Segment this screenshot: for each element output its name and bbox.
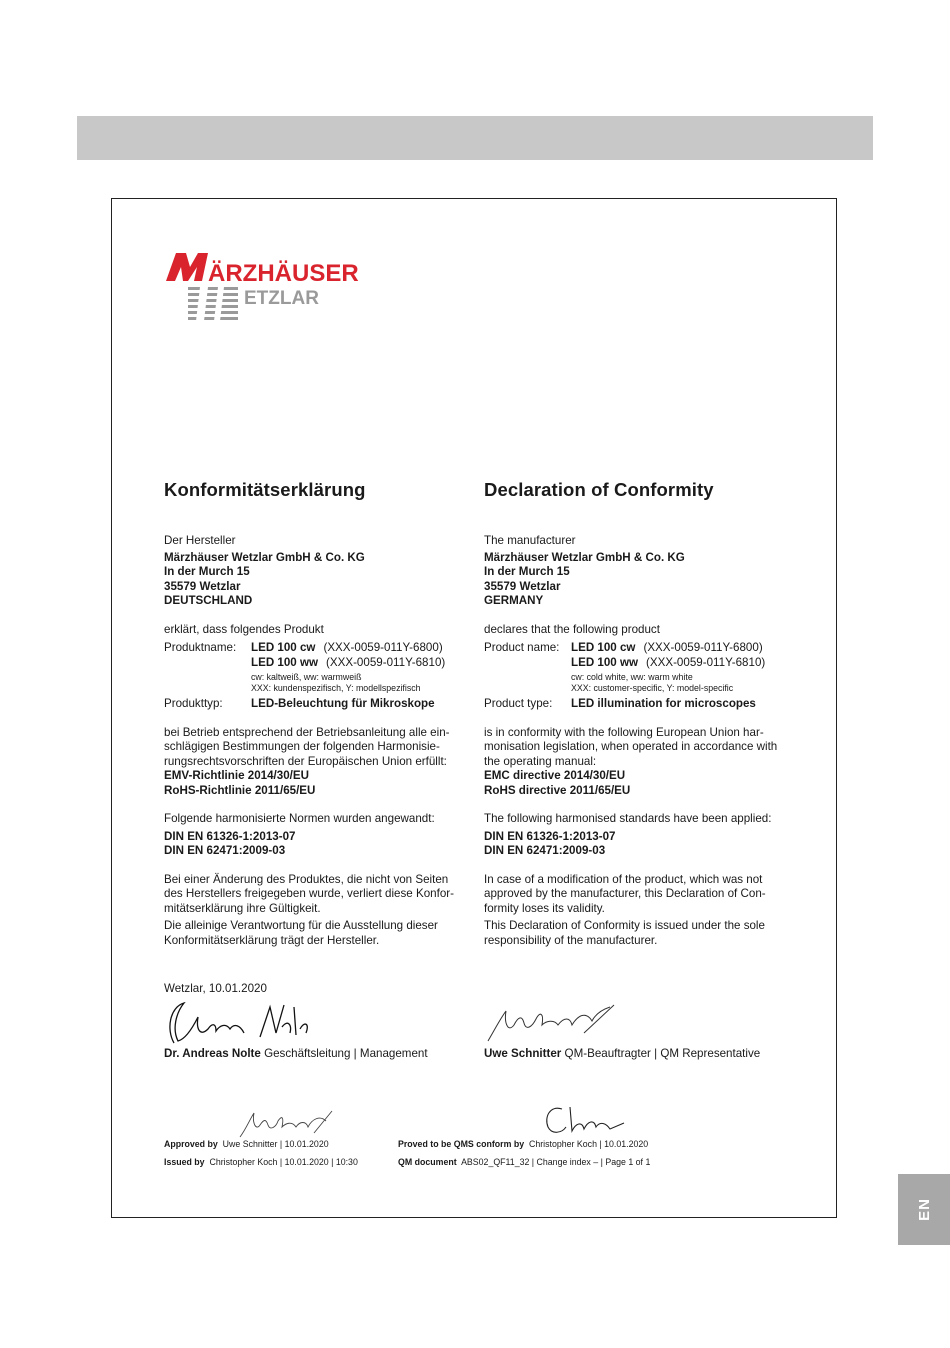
signer-role: QM-Beauftragter | QM Representative — [564, 1047, 761, 1060]
product-type-row — [164, 697, 484, 712]
signature-schnitter — [484, 1003, 624, 1045]
signer-name: Uwe Schnitter — [484, 1047, 562, 1060]
declares-text: erklärt, dass folgendes Produkt — [164, 622, 324, 636]
footer-issued: Issued by Christopher Koch | 10.01.2020 | 10:30 — [164, 1157, 358, 1167]
logo-text-top: ÄRZHÄUSER — [208, 260, 359, 287]
responsibility-text: This Declaration of Conformity is issued under the sole responsibility of the manufacturer. — [484, 919, 765, 947]
footer-qm-document: QM document ABS02_QF11_32 | Change index – | Page 1 of 1 — [398, 1157, 651, 1167]
manufacturer-label: Der Hersteller — [164, 534, 236, 547]
product-name: LED 100 cw — [571, 641, 636, 654]
product-note: cw: cold white, ww: warm white — [571, 672, 693, 682]
address-line: In der Murch 15 — [484, 565, 570, 578]
address-line: GERMANY — [484, 594, 544, 607]
product-note: XXX: customer-specific, Y: model-specific — [571, 683, 734, 693]
company-logo — [164, 251, 364, 323]
product-name: LED 100 cw — [251, 641, 316, 654]
address-line: Märzhäuser Wetzlar GmbH & Co. KG — [164, 550, 365, 564]
address-line: 35579 Wetzlar — [484, 579, 561, 593]
place-date: Wetzlar, 10.01.2020 — [164, 982, 267, 995]
conformity-text: is in conformity with the following European Union har- monisation legislation, when operated in accordance with the operating manual: — [484, 725, 778, 768]
address-line: 35579 Wetzlar — [164, 579, 241, 593]
signer-qm — [484, 1047, 760, 1060]
product-type: LED-Beleuchtung für Mikroskope — [251, 697, 435, 710]
directive: EMC directive 2014/30/EU — [484, 769, 626, 782]
language-tab[interactable] — [898, 1174, 950, 1245]
product-name: LED 100 ww — [251, 655, 319, 669]
header-bar — [77, 116, 873, 160]
directive: RoHS directive 2011/65/EU — [484, 783, 631, 797]
product-type: LED illumination for microscopes — [571, 697, 756, 710]
signature-proved — [540, 1103, 630, 1139]
signer-name: Dr. Andreas Nolte — [164, 1047, 261, 1060]
product-code: (XXX-0059-011Y-6810) — [326, 655, 446, 669]
product-type-label: Product type: — [484, 697, 553, 710]
declares-text: declares that the following product — [484, 622, 660, 636]
address-line: DEUTSCHLAND — [164, 594, 253, 607]
german-title: Konformitätserklärung — [164, 479, 366, 500]
signature-nolte — [164, 999, 314, 1047]
product-name-label: Produktname: — [164, 641, 237, 654]
modification-text: In case of a modification of the product, which was not approved by the manufacturer, this Declaration of Con- formity loses its validity. — [484, 872, 766, 915]
product-type-row — [484, 697, 804, 712]
signer-role: Geschäftsleitung | Management — [264, 1047, 428, 1060]
product-code: (XXX-0059-011Y-6810) — [646, 655, 766, 669]
logo-text-bottom: ETZLAR — [244, 288, 319, 309]
conformity-text: bei Betrieb entsprechend der Betriebsanleitung alle ein- schlägigen Bestimmungen der folgenden Harmonisie- rungsrechtsvorschriften der Europäischen Union erfüllt: — [164, 725, 450, 768]
product-code: (XXX-0059-011Y-6800) — [643, 641, 763, 654]
modification-text: Bei einer Änderung des Produktes, die nicht von Seiten des Herstellers freigegeben wurde, verliert diese Konfor- mitätserklärung ihre Gültigkeit. — [164, 872, 454, 915]
directive: EMV-Richtlinie 2014/30/EU — [164, 769, 309, 782]
footer-proved: Proved to be QMS conform by Christopher Koch | 10.01.2020 — [398, 1139, 649, 1149]
standard: DIN EN 62471:2009-03 — [484, 844, 606, 857]
address-line: Märzhäuser Wetzlar GmbH & Co. KG — [484, 550, 685, 564]
product-code: (XXX-0059-011Y-6800) — [323, 641, 443, 654]
standards-intro: Folgende harmonisierte Normen wurden angewandt: — [164, 812, 435, 825]
product-name-row — [484, 641, 804, 694]
directive: RoHS-Richtlinie 2011/65/EU — [164, 783, 316, 797]
product-name-label: Product name: — [484, 641, 560, 654]
product-name-row — [164, 641, 484, 694]
product-name: LED 100 ww — [571, 655, 639, 669]
manufacturer-label: The manufacturer — [484, 534, 576, 547]
manufacturer-address — [484, 551, 804, 609]
standards-intro: The following harmonised standards have been applied: — [484, 812, 772, 825]
english-title: Declaration of Conformity — [484, 479, 714, 500]
standard: DIN EN 61326-1:2013-07 — [164, 829, 296, 843]
standard: DIN EN 62471:2009-03 — [164, 844, 286, 857]
declaration-document — [111, 198, 837, 1218]
footer-approved: Approved by Uwe Schnitter | 10.01.2020 — [164, 1139, 329, 1149]
language-tab-label: EN — [915, 1198, 933, 1221]
product-note: cw: kaltweiß, ww: warmweiß — [251, 672, 362, 682]
product-type-label: Produkttyp: — [164, 697, 223, 710]
english-column — [484, 479, 804, 948]
signature-approved — [236, 1109, 336, 1141]
product-note: XXX: kundenspezifisch, Y: modellspezifisch — [251, 683, 421, 693]
responsibility-text: Die alleinige Verantwortung für die Ausstellung dieser Konformitätserklärung trägt der Hersteller. — [164, 919, 438, 947]
address-line: In der Murch 15 — [164, 565, 250, 578]
manufacturer-address — [164, 551, 484, 609]
signer-management — [164, 1047, 428, 1060]
german-column — [164, 479, 484, 948]
standard: DIN EN 61326-1:2013-07 — [484, 829, 616, 843]
